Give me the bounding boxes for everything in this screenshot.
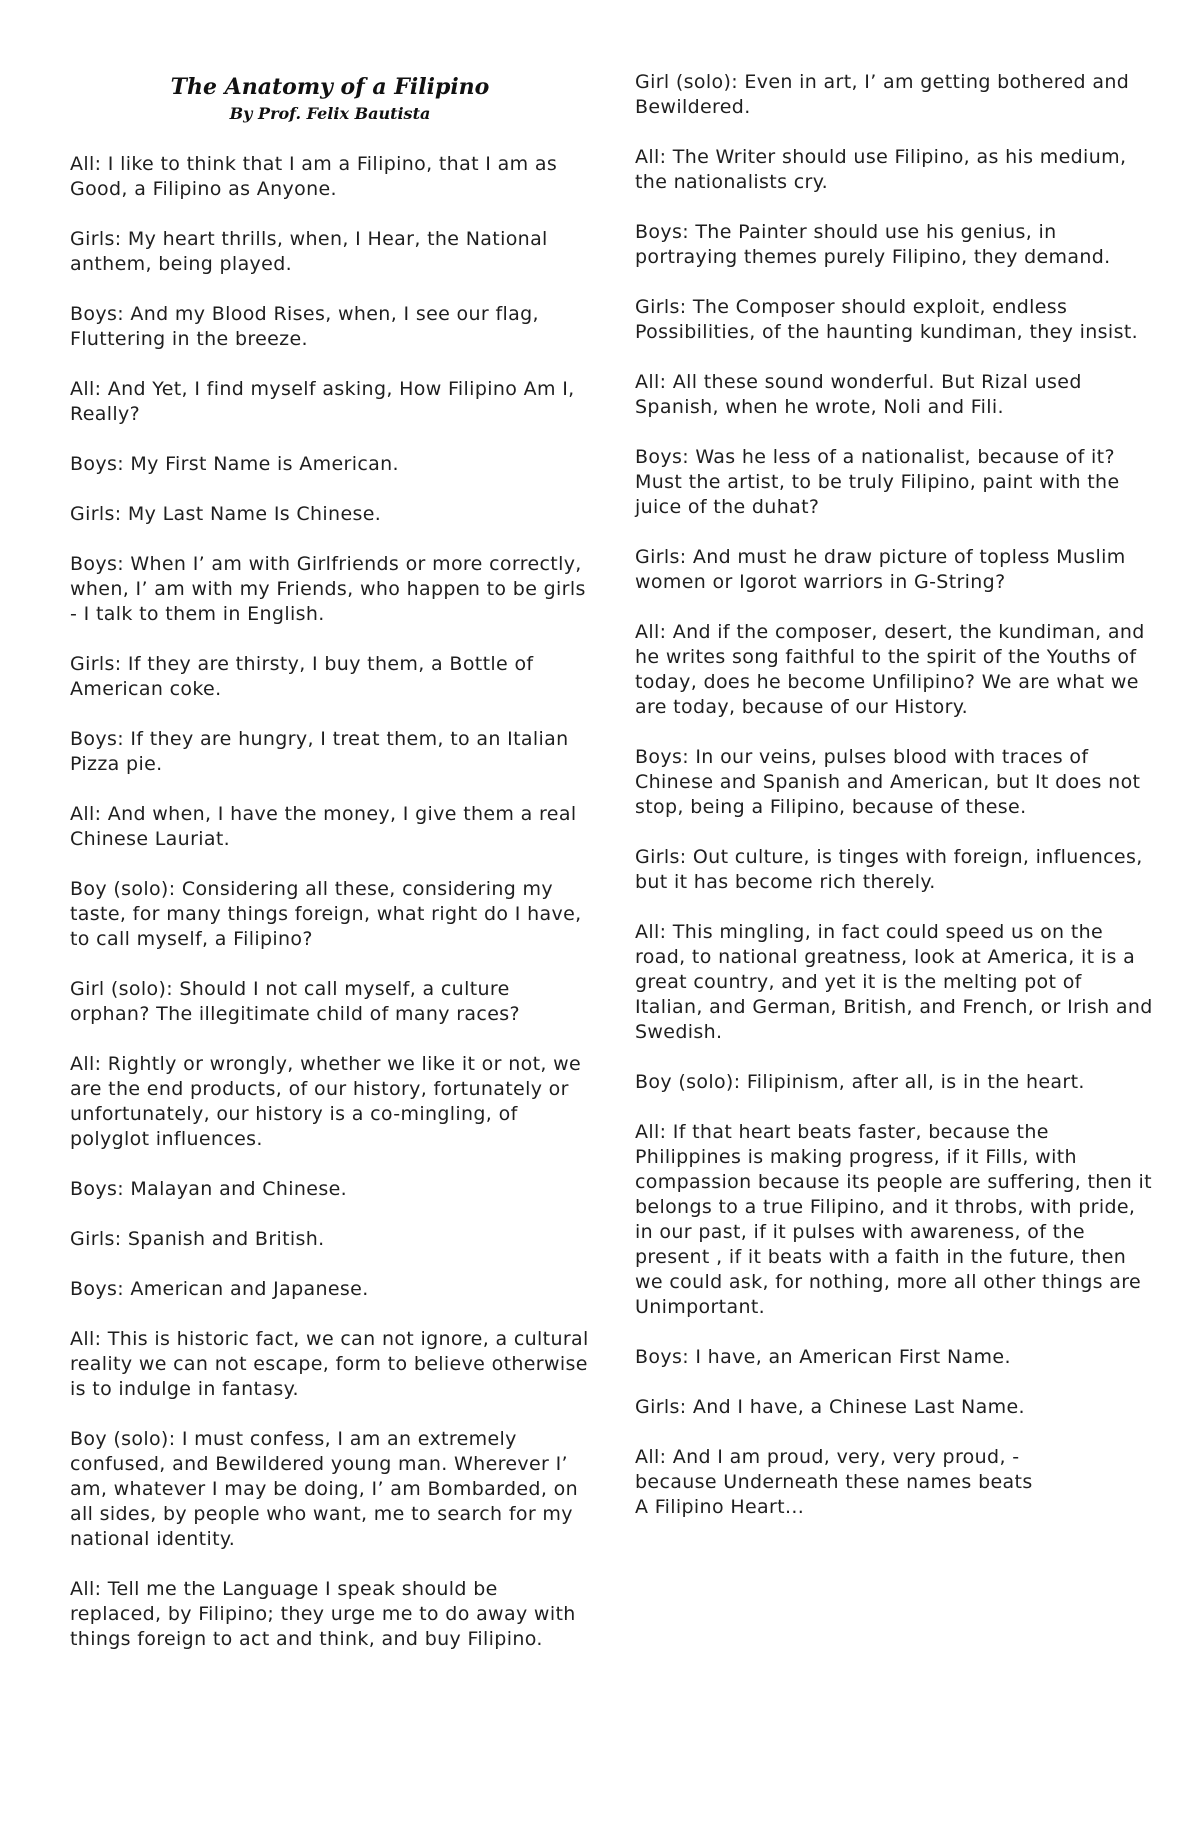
- dialogue-paragraph: Boys: And my Blood Rises, when, I see our flag, Fluttering in the breeze.: [70, 303, 539, 350]
- dialogue-paragraph: Boys: American and Japanese.: [70, 1278, 369, 1300]
- dialogue-paragraph: Boys: Malayan and Chinese.: [70, 1178, 348, 1200]
- dialogue-paragraph: Girl (solo): Even in art, I’ am getting bothered and Bewildered.: [635, 71, 1130, 118]
- dialogue-paragraph: All: This is historic fact, we can not ignore, a cultural reality we can not escape, form to believe otherwise is to indulge in fantasy.: [70, 1328, 589, 1400]
- dialogue-paragraph: All: All these sound wonderful. But Rizal used Spanish, when he wrote, Noli and Fili.: [635, 371, 1082, 418]
- dialogue-paragraph: All: And Yet, I find myself asking, How Filipino Am I, Really?: [70, 378, 575, 425]
- dialogue-paragraph: Girl (solo): Should I not call myself, a culture orphan? The illegitimate child of many races?: [70, 978, 520, 1025]
- dialogue-paragraph: Boy (solo): Filipinism, after all, is in the heart.: [635, 1071, 1085, 1093]
- dialogue-paragraph: Boy (solo): I must confess, I am an extremely confused, and Bewildered young man. Wherever I’ am, whatever I may be doing, I’ am Bombarded, on all sides, by people who want, me to search for my national identity.: [70, 1428, 578, 1550]
- dialogue-paragraph: All: I like to think that I am a Filipino, that I am as Good, a Filipino as Anyone.: [70, 153, 558, 200]
- dialogue-paragraph: Boys: The Painter should use his genius, in portraying themes purely Filipino, they demand.: [635, 221, 1111, 268]
- document-title: The Anatomy of a Filipino: [170, 74, 490, 100]
- dialogue-paragraph: Girls: Out culture, is tinges with foreign, influences, but it has become rich therely.: [635, 846, 1143, 893]
- dialogue-paragraph: Boys: In our veins, pulses blood with traces of Chinese and Spanish and American, but It does not stop, being a Filipino, because of these.: [635, 746, 1141, 818]
- dialogue-paragraph: Boys: If they are hungry, I treat them, to an Italian Pizza pie.: [70, 728, 569, 775]
- dialogue-paragraph: Girls: My heart thrills, when, I Hear, the National anthem, being played.: [70, 228, 548, 275]
- right-column: [635, 70, 1155, 1545]
- document-author: By Prof. Felix Bautista: [229, 104, 431, 123]
- dialogue-paragraph: Boys: When I’ am with Girlfriends or more correctly, when, I’ am with my Friends, who happen to be girls - I talk to them in English.: [70, 553, 586, 625]
- dialogue-paragraph: Boys: Was he less of a nationalist, because of it? Must the artist, to be truly Filipino, paint with the juice of the duhat?: [635, 446, 1120, 518]
- dialogue-paragraph: Boys: My First Name is American.: [70, 453, 399, 475]
- left-column: [70, 72, 590, 1677]
- dialogue-paragraph: All: Rightly or wrongly, whether we like it or not, we are the end products, of our history, fortunately or unfortunately, our history is a co-mingling, of polyglot influences.: [70, 1053, 582, 1150]
- dialogue-paragraph: Girls: And I have, a Chinese Last Name.: [635, 1396, 1025, 1418]
- left-paragraphs: [70, 152, 590, 1652]
- dialogue-paragraph: All: And if the composer, desert, the kundiman, and he writes song faithful to the spirit of the Youths of today, does he become Unfilipino? We are what we are today, because of our History.: [635, 621, 1145, 718]
- dialogue-paragraph: All: Tell me the Language I speak should be replaced, by Filipino; they urge me to do away with things foreign to act and think, and buy Filipino.: [70, 1578, 576, 1650]
- dialogue-paragraph: Girls: The Composer should exploit, endless Possibilities, of the haunting kundiman, they insist.: [635, 296, 1139, 343]
- dialogue-paragraph: All: And when, I have the money, I give them a real Chinese Lauriat.: [70, 803, 577, 850]
- dialogue-paragraph: Boys: I have, an American First Name.: [635, 1346, 1011, 1368]
- dialogue-paragraph: Girls: My Last Name Is Chinese.: [70, 503, 382, 525]
- dialogue-paragraph: Girls: And must he draw picture of topless Muslim women or Igorot warriors in G-String?: [635, 546, 1126, 593]
- right-paragraphs: [635, 70, 1155, 1520]
- dialogue-paragraph: All: And I am proud, very, very proud, - because Underneath these names beats A Filipino Heart...: [635, 1446, 1033, 1518]
- dialogue-paragraph: All: If that heart beats faster, because the Philippines is making progress, if it Fills, with compassion because its people are suffering, then it belongs to a true Filipino, and it throbs, with pride, in our past, if it pulses with awareness, of the present , if it beats with a faith in the future, then we could ask, for nothing, more all other things are Unimportant.: [635, 1121, 1152, 1318]
- title-block: [70, 72, 590, 126]
- dialogue-paragraph: Girls: If they are thirsty, I buy them, a Bottle of American coke.: [70, 653, 534, 700]
- dialogue-paragraph: All: The Writer should use Filipino, as his medium, the nationalists cry.: [635, 146, 1127, 193]
- dialogue-paragraph: Boy (solo): Considering all these, considering my taste, for many things foreign, what right do I have, to call myself, a Filipino?: [70, 878, 582, 950]
- dialogue-paragraph: All: This mingling, in fact could speed us on the road, to national greatness, look at America, it is a great country, and yet it is the melting pot of Italian, and German, British, and French, or Irish and Swedish.: [635, 921, 1153, 1043]
- dialogue-paragraph: Girls: Spanish and British.: [70, 1228, 325, 1250]
